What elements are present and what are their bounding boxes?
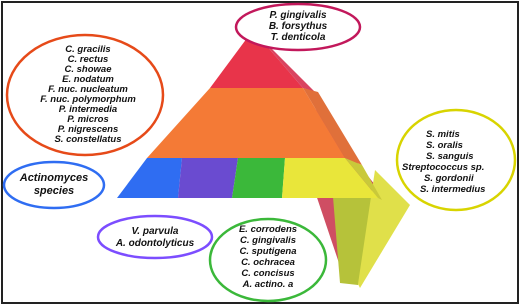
green-species-label: C. sputigena	[239, 246, 297, 257]
purple-complex-tier	[178, 158, 238, 198]
orange-species-label: C. gracilis	[65, 44, 111, 55]
green-complex-group	[210, 219, 326, 301]
orange-species-label: F. nuc. nucleatum	[48, 84, 128, 95]
green-species-label: A. actino. a	[242, 279, 294, 290]
orange-species-label: C. rectus	[67, 54, 109, 65]
yellow-species-label: S. mitis	[426, 129, 460, 140]
yellow-species-label: S. sanguis	[426, 151, 474, 162]
red-species-label: B. forsythus	[268, 21, 328, 32]
red-species-label: T. denticola	[270, 32, 326, 43]
blue-complex-group	[4, 162, 104, 208]
green-species-label: C. gingivalis	[240, 235, 296, 246]
blue-species-label: species	[33, 185, 75, 197]
orange-species-label: S. constellatus	[54, 134, 122, 145]
blue-species-label: Actinomyces	[19, 172, 89, 184]
yellow-species-label: S. oralis	[426, 140, 463, 151]
red-species-label: P. gingivalis	[269, 10, 327, 21]
orange-complex-group	[7, 35, 163, 155]
orange-species-label: C. showae	[64, 64, 112, 75]
red-complex-group	[236, 4, 360, 50]
purple-complex-ellipse	[98, 216, 212, 258]
green-species-label: C. concisus	[241, 268, 295, 279]
orange-species-label: F. nuc. polymorphum	[40, 94, 136, 105]
green-species-label: E. corrodens	[238, 224, 298, 235]
yellow-species-label: S. intermedius	[420, 184, 486, 195]
orange-species-label: E. nodatum	[62, 74, 114, 85]
orange-species-label: P. intermedia	[58, 104, 118, 115]
yellow-species-label: S. gordonii	[424, 173, 474, 184]
purple-complex-group	[98, 216, 212, 258]
purple-species-label: A. odontolyticus	[115, 238, 195, 249]
green-complex-tier	[232, 158, 285, 198]
yellow-complex-group	[397, 110, 515, 210]
yellow-species-label: Streptococcus sp.	[402, 162, 485, 173]
green-species-label: C. ochracea	[241, 257, 295, 268]
orange-species-label: P. nigrescens	[57, 124, 119, 135]
purple-species-label: V. parvula	[131, 226, 179, 237]
orange-species-label: P. micros	[67, 114, 109, 125]
